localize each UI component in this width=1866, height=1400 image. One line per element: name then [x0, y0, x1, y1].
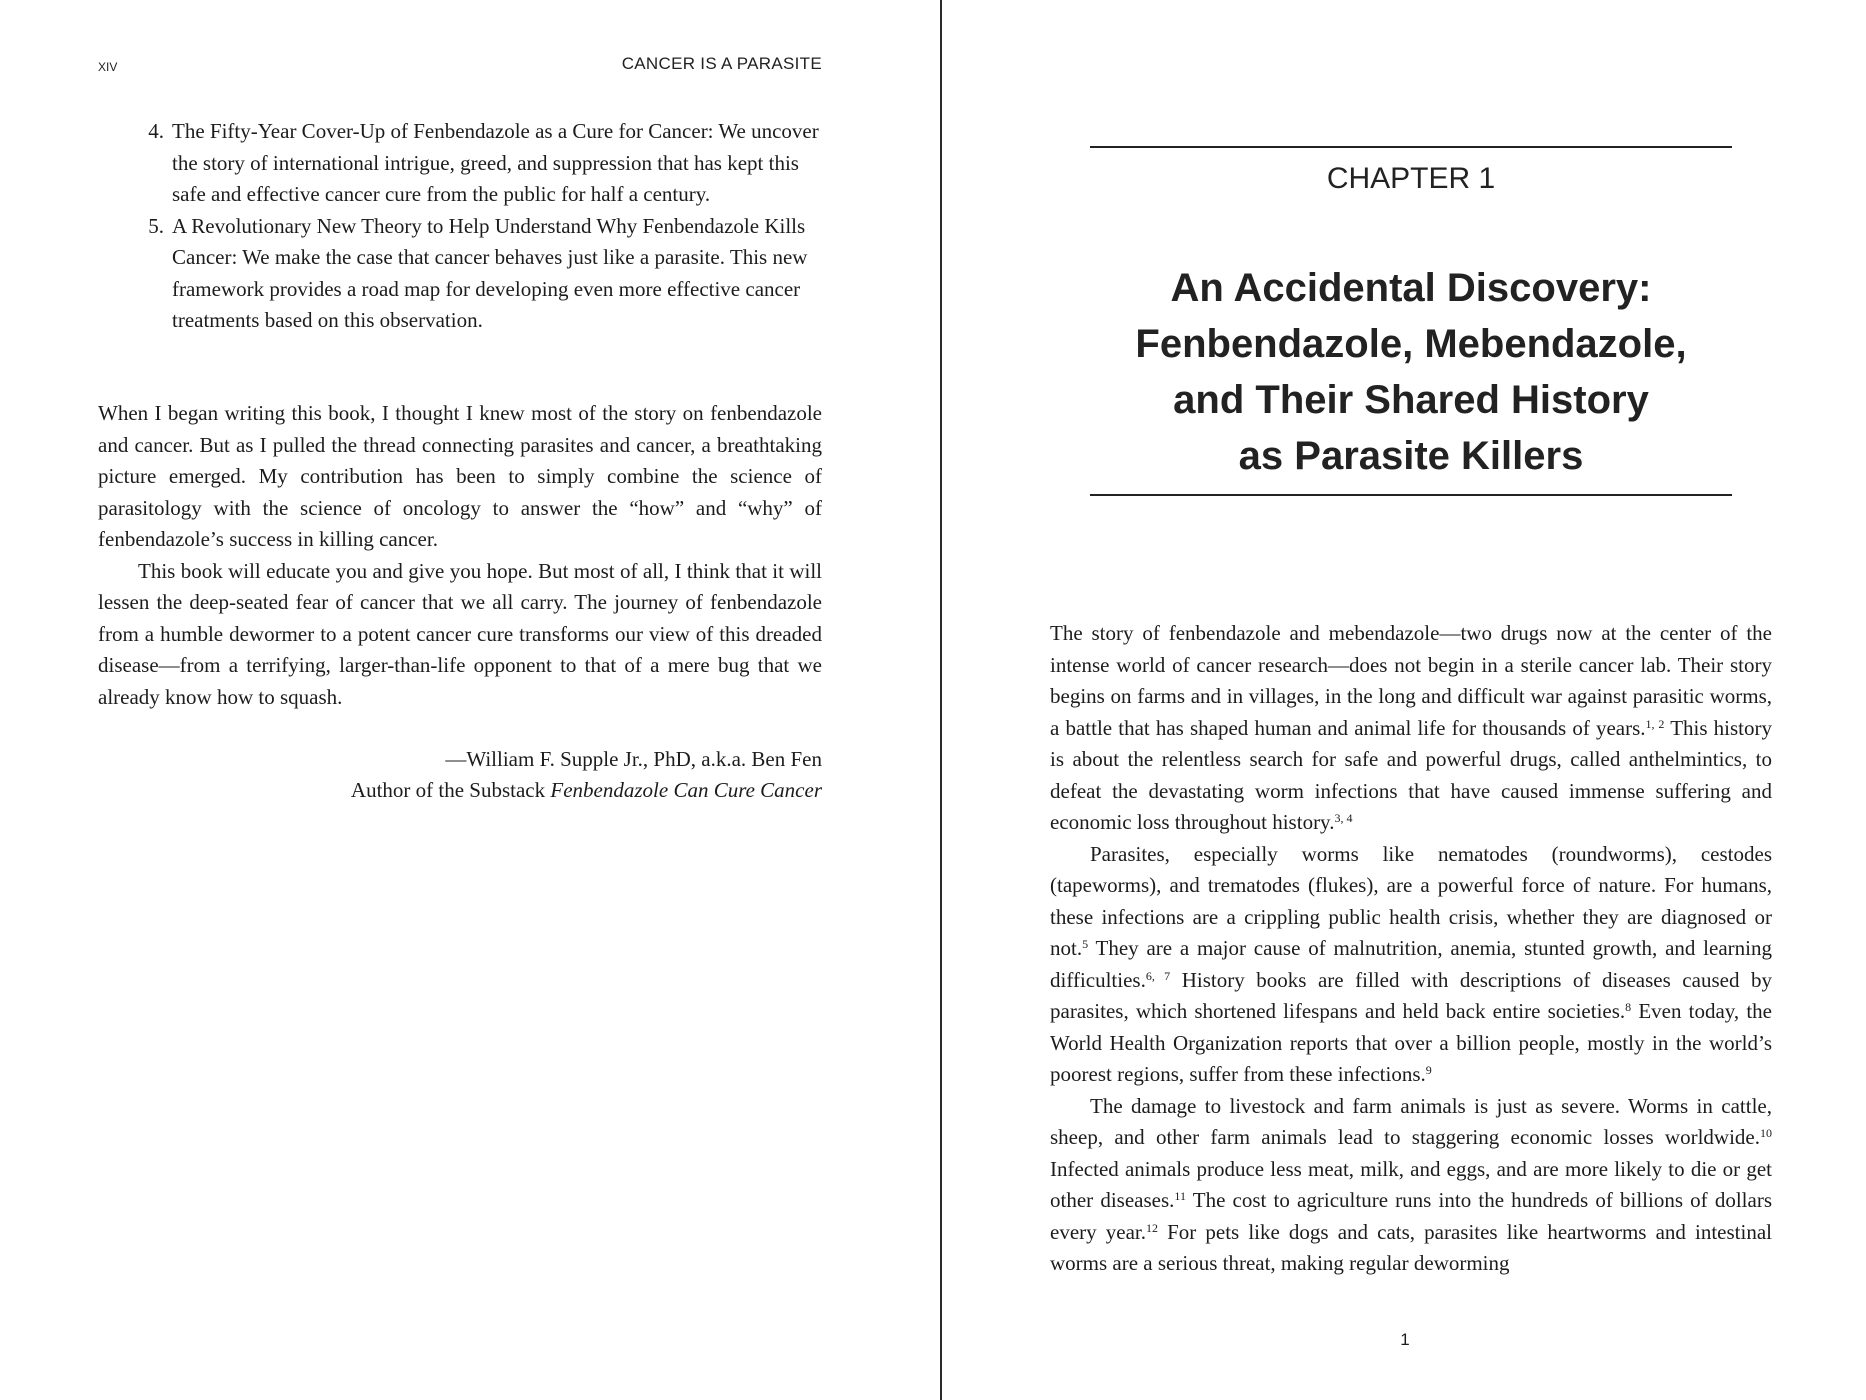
paragraph: This book will educate you and give you hope. But most of all, I think that it will lessen the deep-seated fear of cancer that we all carry. The journey of fenbendazole from a humble dewormer to a potent cancer cure transforms our view of this dreaded disease—from a terrifying, larger-than-life opponent to that of a mere bug that we already know how to squash.	[98, 558, 822, 709]
footnote-ref: 10	[1760, 1126, 1772, 1140]
preface-paragraphs	[98, 398, 822, 713]
paragraph: When I began writing this book, I thought I knew most of the story on fenbendazole and cancer. But as I pulled the thread connecting parasites and cancer, a breathtaking picture emerged. My contribution has been to simply combine the science of parasitology with the science of oncology to answer the “how” and “why” of fenbendazole’s success in killing cancer.	[98, 401, 822, 551]
left-folio: XIV	[98, 60, 118, 74]
signature-name: —William F. Supple Jr., PhD, a.k.a. Ben Fen	[445, 747, 822, 771]
numbered-list	[98, 116, 822, 337]
chapter-title-line: Fenbendazole, Mebendazole,	[1135, 322, 1687, 366]
text-run: They are a major cause of malnutrition, anemia, stunted growth, and learning difficulties.	[1050, 936, 1772, 992]
text-run: Even today, the World Health Organization reports that over a billion people, mostly in the world’s poorest regions, suffer from these infections.	[1050, 999, 1773, 1086]
chapter-body	[1050, 618, 1772, 1280]
substack-title: Fenbendazole Can Cure Cancer	[550, 778, 822, 802]
chapter-rule-top	[1090, 146, 1732, 148]
running-head: CANCER IS A PARASITE	[621, 54, 822, 73]
text-run: For pets like dogs and cats, parasites like heartworms and intestinal worms are a serious threat, making regular deworming	[1050, 1219, 1772, 1275]
chapter-title	[1090, 260, 1732, 484]
chapter-title-line: An Accidental Discovery:	[1170, 266, 1652, 310]
signature-credit	[222, 775, 822, 807]
footnote-ref: 11	[1174, 1189, 1186, 1203]
footnote-ref: 5	[1082, 937, 1089, 951]
text-run: The damage to livestock and farm animals is just as severe. Worms in cattle, sheep, and other farm animals lead to staggering economic losses worldwide.	[1050, 1093, 1772, 1149]
text-run: The cost to agriculture runs into the hundreds of billions of dollars every year.	[1050, 1188, 1772, 1244]
list-item	[98, 211, 822, 337]
signature-prefix: Author of the Substack	[350, 778, 551, 802]
list-item	[98, 116, 822, 211]
text-run: This history is about the relentless search for safe and powerful drugs, called anthelmintics, to defeat the devastating worm infections that have caused immense suffering and economic loss throughout history.	[1050, 715, 1773, 834]
chapter-label: CHAPTER 1	[1326, 162, 1496, 195]
list-number: 5.	[148, 213, 164, 238]
text-run: History books are filled with descriptions of diseases caused by parasites, which shortened lifespans and held back entire societies.	[1050, 967, 1772, 1023]
text-run: The story of fenbendazole and mebendazole—two drugs now at the center of the intense world of cancer research—does not begin in a sterile cancer lab. Their story begins on farms and in villages, in the long and difficult war against parasitic worms, a battle that has shaped human and animal life for thousands of years.	[1050, 621, 1772, 740]
paragraph	[1050, 839, 1772, 1091]
list-text: The Fifty-Year Cover-Up of Fenbendazole as a Cure for Cancer: We uncover the story of international intrigue, greed, and suppression that has kept this safe and effective cancer cure from the public for half a century.	[172, 119, 819, 206]
footnote-ref: 6, 7	[1145, 968, 1171, 983]
footnote-ref: 1, 2	[1645, 716, 1665, 731]
paragraph	[1050, 618, 1772, 839]
footnote-ref: 3, 4	[1334, 811, 1353, 825]
footnote-ref: 9	[1425, 1063, 1432, 1077]
list-text: A Revolutionary New Theory to Help Understand Why Fenbendazole Kills Cancer: We make the case that cancer behaves just like a parasite. This new framework provides a road map for developing even more effective cancer treatments based on this observation.	[172, 213, 808, 332]
footnote-ref: 12	[1145, 1220, 1158, 1235]
list-number: 4.	[148, 119, 164, 143]
chapter-title-line: and Their Shared History	[1173, 378, 1649, 422]
page-gutter-divider	[940, 0, 942, 1400]
right-folio: 1	[1400, 1330, 1410, 1349]
footnote-ref: 8	[1625, 1000, 1632, 1014]
text-run: Infected animals produce less meat, milk, and eggs, and are more likely to die or get other diseases.	[1050, 1156, 1772, 1212]
text-run: Parasites, especially worms like nematodes (roundworms), cestodes (tapeworms), and trematodes (flukes), are a powerful force of nature. For humans, these infections are a crippling public health crisis, whether they are diagnosed or not.	[1050, 841, 1772, 960]
chapter-title-line: as Parasite Killers	[1238, 434, 1584, 478]
paragraph	[1050, 1091, 1772, 1280]
chapter-rule-bottom	[1090, 494, 1732, 496]
